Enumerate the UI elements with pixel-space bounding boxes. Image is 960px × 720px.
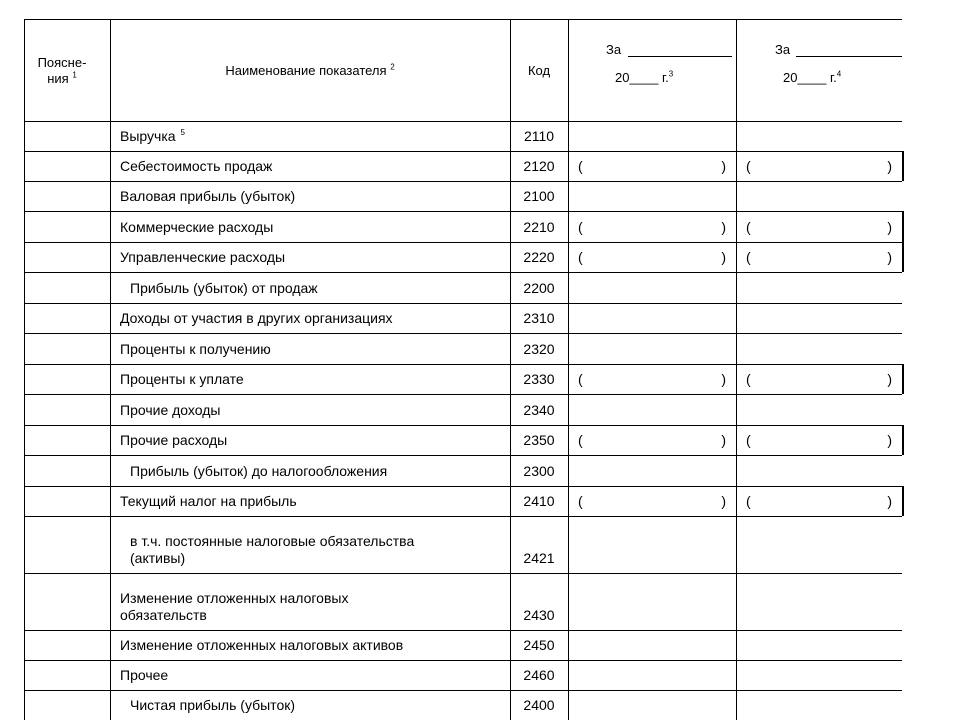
paren-open: ( [578,371,583,387]
paren-open: ( [746,432,751,448]
row-code: 2421 [523,550,555,566]
value-cell-period2[interactable] [737,456,902,486]
paren-open: ( [578,249,583,265]
row-name [120,188,295,205]
row-name [130,280,318,297]
row-name-label: Прибыль (убыток) до налогообложения [130,463,388,479]
paren-close: ) [887,493,892,509]
header-explanation [30,55,94,87]
row-name [120,341,271,358]
row-code: 2210 [523,219,555,235]
row-name [120,432,227,449]
row-name [120,667,168,684]
table-row [0,690,960,720]
row-name-line2: (активы) [130,550,186,566]
paren-close: ) [721,158,726,174]
value-cell-period2[interactable] [737,304,902,333]
header-period2-blank-line [796,56,902,57]
value-cell-period2[interactable] [737,334,902,364]
header-explanation-line1: Поясне- [37,55,87,70]
value-cell-period2[interactable] [737,487,902,516]
row-name-label: Коммерческие расходы [120,219,274,235]
row-code: 2310 [523,310,555,326]
value-cell-period1[interactable] [569,426,736,455]
value-cell-period2[interactable] [737,152,902,181]
row-code: 2410 [523,493,555,509]
value-cell-period2[interactable] [737,182,902,211]
value-cell-period2[interactable] [737,212,902,242]
table-row [0,425,960,455]
value-cell-period2[interactable] [737,426,902,455]
value-cell-period2[interactable] [737,122,902,151]
value-cell-period2[interactable] [737,661,902,690]
row-name [130,463,387,480]
value-cell-period2[interactable] [737,517,902,573]
row-name [120,637,403,654]
row-name-label: Доходы от участия в других организациях [120,310,393,326]
paren-close: ) [887,158,892,174]
header-explanation-note: 1 [72,70,77,80]
paren-open: ( [578,219,583,235]
value-cell-period2[interactable] [737,243,902,272]
table-row [0,394,960,425]
value-cell-period1[interactable] [569,334,736,364]
row-name-label: Проценты к получению [120,341,271,357]
row-name-label: Прибыль (убыток) от продаж [130,280,318,296]
row-code: 2350 [523,432,555,448]
paren-close: ) [721,432,726,448]
value-cell-period1[interactable] [569,182,736,211]
paren-close: ) [887,219,892,235]
row-code: 2300 [523,463,555,479]
table-row [0,630,960,660]
value-cell-period1[interactable] [569,631,736,660]
row-name-label: Прочие расходы [120,432,228,448]
value-cell-period2[interactable] [737,365,902,394]
row-name-line2: обязательств [120,607,207,623]
paren-open: ( [578,158,583,174]
value-cell-period1[interactable] [569,304,736,333]
header-indicator-label: Наименование показателя [225,63,387,78]
value-cell-period1[interactable] [569,574,736,630]
table-row [0,660,960,690]
table-row [0,573,960,630]
header-period2-prefix: За [775,42,791,57]
paren-close: ) [887,249,892,265]
header-period1-prefix: За [606,42,622,57]
row-code: 2220 [523,249,555,265]
table-row [0,272,960,303]
table-top-border [24,19,902,20]
row-code: 2120 [523,158,555,174]
header-period2-year-label: 20____ г. [783,70,837,85]
header-period1-note: 3 [668,69,674,79]
row-code: 2460 [523,667,555,683]
row-name [120,128,185,145]
paren-open: ( [746,493,751,509]
value-cell-period1[interactable] [569,691,736,720]
row-name-line1: Изменение отложенных налоговых [120,590,349,606]
row-name-label: Прочее [120,667,169,683]
paren-open: ( [746,371,751,387]
paren-close: ) [721,249,726,265]
paren-close: ) [887,432,892,448]
table-row [0,121,960,151]
row-name-label: Чистая прибыль (убыток) [130,697,296,713]
paren-close: ) [721,219,726,235]
header-indicator [112,63,508,79]
value-cell-period2[interactable] [737,395,902,425]
header-period1-blank-line [628,56,732,57]
value-cell-period1[interactable] [569,212,736,242]
row-name [120,493,297,510]
table-row [0,333,960,364]
row-name [120,249,285,266]
row-name-label: Текущий налог на прибыль [120,493,297,509]
row-name-label: Себестоимость продаж [120,158,273,174]
table-row [0,151,960,181]
row-name-label: Проценты к уплате [120,371,244,387]
row-code: 2450 [523,637,555,653]
row-name [130,697,295,714]
row-name-line1: в т.ч. постоянные налоговые обязательства [130,533,415,549]
value-cell-period1[interactable] [569,152,736,181]
value-cell-period1[interactable] [569,661,736,690]
row-name-label: Выручка [120,128,176,144]
table-row [0,211,960,242]
table-row [0,242,960,272]
value-cell-period1[interactable] [569,517,736,573]
header-code-label: Код [527,63,551,78]
paren-open: ( [746,158,751,174]
header-indicator-note: 2 [390,62,395,72]
row-code: 2430 [523,607,555,623]
row-name [120,371,244,388]
row-name-label: Изменение отложенных налоговых активов [120,637,404,653]
value-cell-period1[interactable] [569,243,736,272]
value-cell-period2[interactable] [737,574,902,630]
header-code [510,63,568,79]
row-code: 2330 [523,371,555,387]
table-row [0,516,960,573]
paren-open: ( [746,249,751,265]
table-row [0,364,960,394]
row-code: 2110 [523,128,555,144]
row-name-label: Валовая прибыль (убыток) [120,188,296,204]
table-row [0,486,960,516]
row-name-label: Управленческие расходы [120,249,286,265]
header-period1-year [615,69,673,86]
row-code: 2320 [523,341,555,357]
value-cell-period1[interactable] [569,487,736,516]
table-row [0,181,960,211]
row-code: 2400 [523,697,555,713]
paren-close: ) [721,493,726,509]
value-cell-period2[interactable] [737,273,902,303]
value-cell-period1[interactable] [569,395,736,425]
paren-close: ) [887,371,892,387]
row-name-label: Прочие доходы [120,402,221,418]
value-cell-period1[interactable] [569,122,736,151]
value-cell-period2[interactable] [737,631,902,660]
table-row [0,303,960,333]
paren-open: ( [578,493,583,509]
paren-open: ( [578,432,583,448]
paren-close: ) [721,371,726,387]
header-period2-year [783,69,841,86]
row-name [120,310,393,327]
header-period1-year-label: 20____ г. [615,70,669,85]
value-cell-period2[interactable] [737,691,902,720]
value-cell-period1[interactable] [569,273,736,303]
header-period2-note: 4 [836,69,842,79]
row-code: 2100 [523,188,555,204]
row-name [120,158,272,175]
row-code: 2340 [523,402,555,418]
value-cell-period1[interactable] [569,365,736,394]
row-name-note: 5 [180,128,185,138]
header-explanation-line2: ния [47,71,69,86]
table-row [0,455,960,486]
row-name [120,219,273,236]
paren-open: ( [746,219,751,235]
row-code: 2200 [523,280,555,296]
value-cell-period1[interactable] [569,456,736,486]
row-name [120,402,220,419]
